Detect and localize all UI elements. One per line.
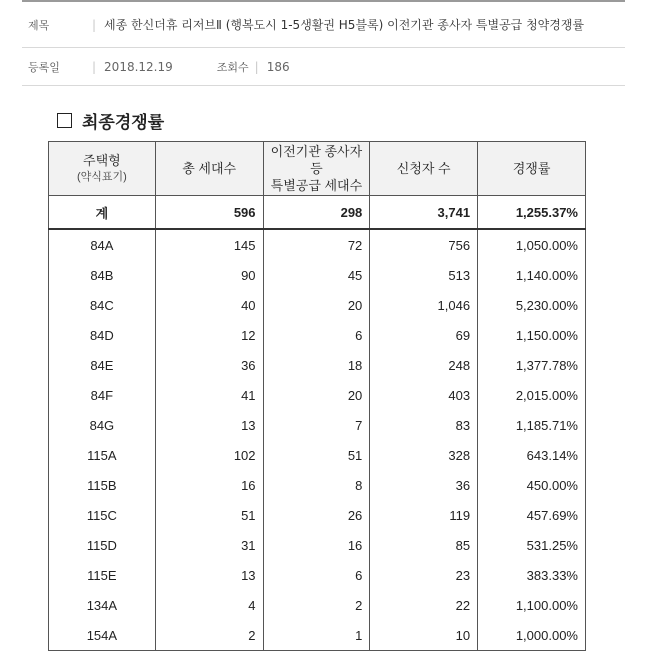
header-special-line2: 특별공급 세대수 bbox=[270, 178, 363, 193]
header-special-line1: 이전기관 종사자등 bbox=[270, 144, 363, 176]
square-bullet-icon bbox=[57, 113, 72, 128]
cell-special-units: 298 bbox=[263, 196, 370, 230]
cell-total-units: 4 bbox=[155, 590, 263, 620]
cell-special-units: 6 bbox=[263, 320, 370, 350]
cell-total-units: 102 bbox=[155, 440, 263, 470]
cell-total-units: 36 bbox=[155, 350, 263, 380]
cell-applicants: 328 bbox=[370, 440, 478, 470]
header-applicants: 신청자 수 bbox=[370, 142, 478, 196]
cell-rate: 457.69% bbox=[478, 500, 586, 530]
cell-special-units: 20 bbox=[263, 290, 370, 320]
table-row bbox=[49, 530, 586, 560]
cell-type: 84F bbox=[49, 380, 156, 410]
cell-rate: 1,140.00% bbox=[478, 260, 586, 290]
table-row bbox=[49, 440, 586, 470]
cell-applicants: 403 bbox=[370, 380, 478, 410]
total-row bbox=[49, 196, 586, 230]
cell-special-units: 72 bbox=[263, 229, 370, 260]
cell-applicants: 85 bbox=[370, 530, 478, 560]
cell-rate: 1,000.00% bbox=[478, 620, 586, 651]
cell-special-units: 16 bbox=[263, 530, 370, 560]
cell-type: 115E bbox=[49, 560, 156, 590]
title-row bbox=[22, 0, 625, 48]
separator: | bbox=[92, 59, 97, 74]
table-row bbox=[49, 560, 586, 590]
table-row bbox=[49, 380, 586, 410]
cell-applicants: 10 bbox=[370, 620, 478, 651]
cell-special-units: 26 bbox=[263, 500, 370, 530]
cell-total-units: 13 bbox=[155, 410, 263, 440]
table-row bbox=[49, 290, 586, 320]
cell-type: 115C bbox=[49, 500, 156, 530]
cell-type: 134A bbox=[49, 590, 156, 620]
cell-special-units: 20 bbox=[263, 380, 370, 410]
cell-total-units: 90 bbox=[155, 260, 263, 290]
info-row bbox=[22, 48, 625, 86]
views-label: 조회수 bbox=[216, 60, 249, 74]
cell-total-units: 31 bbox=[155, 530, 263, 560]
table-row bbox=[49, 320, 586, 350]
cell-rate: 450.00% bbox=[478, 470, 586, 500]
post-date: 2018.12.19 bbox=[104, 59, 173, 74]
header-type-label: 주택형 bbox=[83, 152, 121, 168]
post-meta bbox=[22, 0, 625, 86]
cell-applicants: 119 bbox=[370, 500, 478, 530]
cell-rate: 1,185.71% bbox=[478, 410, 586, 440]
cell-type: 154A bbox=[49, 620, 156, 651]
cell-total-units: 16 bbox=[155, 470, 263, 500]
cell-applicants: 248 bbox=[370, 350, 478, 380]
cell-type: 84E bbox=[49, 350, 156, 380]
cell-type: 84G bbox=[49, 410, 156, 440]
table-row bbox=[49, 350, 586, 380]
cell-rate: 1,050.00% bbox=[478, 229, 586, 260]
section-title: 최종경쟁률 bbox=[82, 113, 165, 133]
cell-applicants: 3,741 bbox=[370, 196, 478, 230]
cell-applicants: 83 bbox=[370, 410, 478, 440]
cell-special-units: 18 bbox=[263, 350, 370, 380]
cell-rate: 1,377.78% bbox=[478, 350, 586, 380]
cell-type: 계 bbox=[49, 196, 156, 230]
cell-total-units: 41 bbox=[155, 380, 263, 410]
cell-special-units: 8 bbox=[263, 470, 370, 500]
section-heading bbox=[57, 108, 164, 133]
header-special-units bbox=[263, 142, 370, 196]
cell-type: 115D bbox=[49, 530, 156, 560]
cell-special-units: 7 bbox=[263, 410, 370, 440]
cell-applicants: 756 bbox=[370, 229, 478, 260]
table-row bbox=[49, 500, 586, 530]
date-label: 등록일 bbox=[28, 60, 60, 74]
cell-rate: 2,015.00% bbox=[478, 380, 586, 410]
separator: | bbox=[254, 59, 259, 74]
cell-total-units: 51 bbox=[155, 500, 263, 530]
cell-applicants: 22 bbox=[370, 590, 478, 620]
cell-type: 115A bbox=[49, 440, 156, 470]
cell-applicants: 36 bbox=[370, 470, 478, 500]
cell-total-units: 40 bbox=[155, 290, 263, 320]
cell-rate: 643.14% bbox=[478, 440, 586, 470]
cell-special-units: 2 bbox=[263, 590, 370, 620]
cell-special-units: 51 bbox=[263, 440, 370, 470]
cell-rate: 1,255.37% bbox=[478, 196, 586, 230]
cell-applicants: 23 bbox=[370, 560, 478, 590]
cell-applicants: 513 bbox=[370, 260, 478, 290]
cell-type: 115B bbox=[49, 470, 156, 500]
cell-special-units: 45 bbox=[263, 260, 370, 290]
cell-type: 84D bbox=[49, 320, 156, 350]
table-row bbox=[49, 260, 586, 290]
header-type bbox=[49, 142, 156, 196]
views-count: 186 bbox=[266, 59, 290, 74]
cell-rate: 383.33% bbox=[478, 560, 586, 590]
table-row bbox=[49, 620, 586, 651]
cell-total-units: 596 bbox=[155, 196, 263, 230]
table-row bbox=[49, 590, 586, 620]
table-row bbox=[49, 410, 586, 440]
cell-applicants: 69 bbox=[370, 320, 478, 350]
cell-type: 84C bbox=[49, 290, 156, 320]
cell-type: 84A bbox=[49, 229, 156, 260]
cell-rate: 531.25% bbox=[478, 530, 586, 560]
header-type-sub: (약식표기) bbox=[76, 170, 127, 183]
cell-total-units: 12 bbox=[155, 320, 263, 350]
cell-applicants: 1,046 bbox=[370, 290, 478, 320]
cell-special-units: 1 bbox=[263, 620, 370, 651]
cell-total-units: 13 bbox=[155, 560, 263, 590]
separator: | bbox=[92, 17, 97, 32]
table-row bbox=[49, 229, 586, 260]
cell-total-units: 2 bbox=[155, 620, 263, 651]
header-row bbox=[49, 142, 586, 196]
cell-total-units: 145 bbox=[155, 229, 263, 260]
cell-type: 84B bbox=[49, 260, 156, 290]
post-title: 세종 한신더휴 리저브Ⅱ (행복도시 1-5생활권 H5블록) 이전기관 종사자 특별공급 청약경쟁률 bbox=[104, 18, 585, 32]
table-row bbox=[49, 470, 586, 500]
header-rate: 경쟁률 bbox=[478, 142, 586, 196]
cell-rate: 5,230.00% bbox=[478, 290, 586, 320]
header-total-units: 총 세대수 bbox=[155, 142, 263, 196]
competition-rate-table bbox=[48, 141, 586, 651]
cell-special-units: 6 bbox=[263, 560, 370, 590]
title-label: 제목 bbox=[28, 18, 50, 32]
cell-rate: 1,150.00% bbox=[478, 320, 586, 350]
cell-rate: 1,100.00% bbox=[478, 590, 586, 620]
